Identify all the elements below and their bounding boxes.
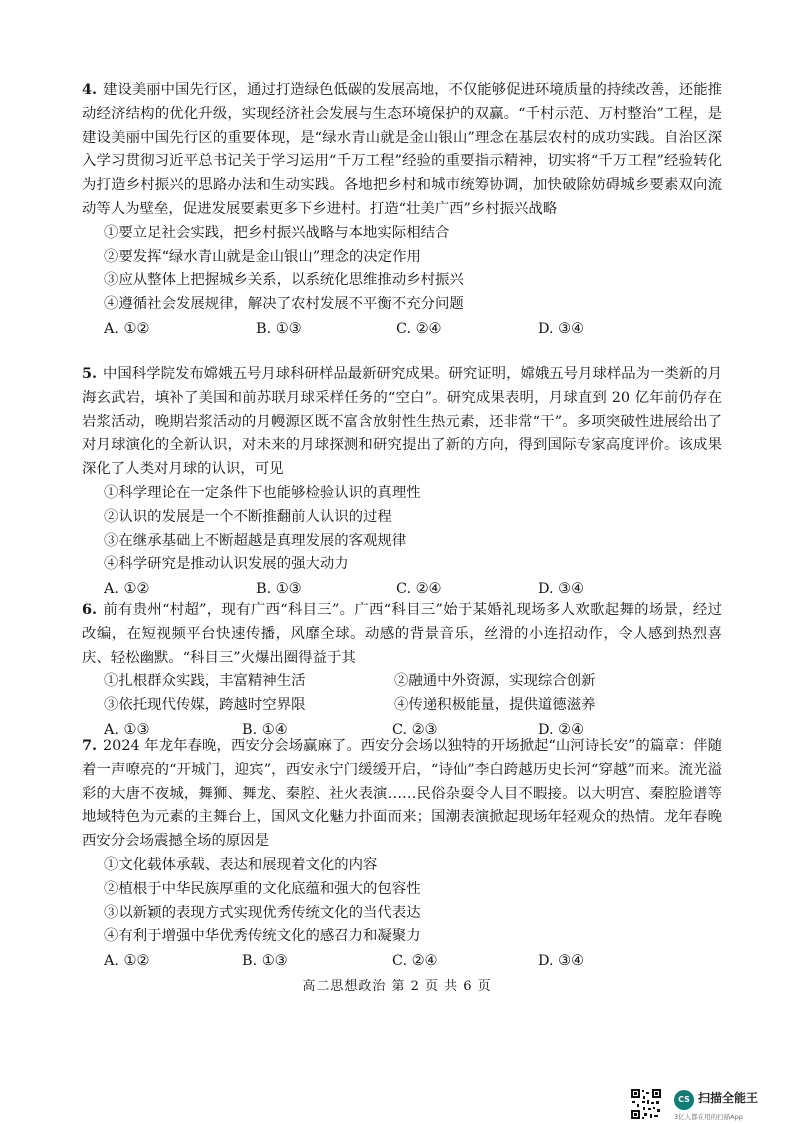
choice-c: C. ②③ [392, 721, 438, 738]
question-stem [82, 78, 722, 222]
statement-option: ④传递积极能量，提供道德滋养 [394, 697, 596, 714]
question-number: 5. [82, 365, 98, 382]
scanner-app-name: 扫描全能王 [698, 1091, 759, 1105]
page-footer: 高二思想政治 第 2 页 共 6 页 [302, 979, 492, 994]
statement-option: ①扎根群众实践，丰富精神生活 [104, 673, 306, 690]
question-number: 7. [82, 737, 98, 754]
statement-option: ④科学研究是推动认识发展的强大动力 [104, 556, 349, 573]
question-6 [82, 598, 722, 742]
statement-option: ④遵循社会发展规律，解决了农村发展不平衡不充分问题 [104, 296, 464, 313]
statement-options [82, 670, 722, 718]
question-text: 前有贵州“村超”，现有广西“科目三”。广西“科目三”始于某婚礼现场多人欢歌起舞的场景，经过改编，在短视频平台快速传播，风靡全球。动感的背景音乐，丝滑的小连招动作，令人感到热烈喜庆、轻松幽默。“科目三”火爆出圈得益于其 [82, 602, 722, 666]
scanner-watermark [630, 1088, 780, 1122]
statement-option: ①科学理论在一定条件下也能够检验认识的真理性 [104, 484, 421, 501]
question-text: 2024 年龙年春晚，西安分会场赢麻了。西安分会场以独特的开场掀起“山河诗长安”的篇章：伴随着一声嘹亮的“开城门，迎宾”，西安永宁门缓缓开启，“诗仙”李白跨越历史长河“穿越”而来。流光溢彩的大唐不夜城，舞狮、舞龙、秦腔、社火表演……民俗杂耍令人目不暇接。以大明宫、秦腔脸谱等地域特色为元素的主舞台上，国风文化魅力扑面而来；国潮表演掀起现场年轻观众的热情。龙年春晚西安分会场震撼全场的原因是 [82, 738, 722, 850]
statement-option: ③依托现代传媒，跨越时空界限 [104, 697, 306, 714]
question-7 [82, 734, 722, 973]
qr-code-icon [630, 1088, 662, 1120]
statement-option: ②融通中外资源，实现综合创新 [394, 673, 596, 690]
statement-option: ②认识的发展是一个不断推翻前人认识的过程 [104, 508, 392, 525]
statement-option: ③应从整体上把握城乡关系，以系统化思维推动乡村振兴 [104, 272, 464, 289]
question-text: 中国科学院发布嫦娥五号月球科研样品最新研究成果。研究证明，嫦娥五号月球样品为一类新的月海玄武岩，填补了美国和前苏联月球采样任务的“空白”。研究成果表明，月球直到 20 亿年前仍存在岩浆活动，晚期岩浆活动的月幔源区既不富含放射性生热元素，还非常“干”。多项突破性进展给出了对月球演化的全新认识，对未来的月球探测和研究提出了新的方向，得到国际专家高度评价。该成果深化了人类对月球的认识，可见 [82, 366, 722, 478]
choice-a: A. ①② [104, 953, 150, 970]
choice-d: D. ③④ [538, 581, 584, 598]
choice-a: A. ①② [104, 581, 150, 598]
question-4 [82, 78, 722, 341]
choice-d: D. ③④ [538, 320, 584, 337]
answer-choices [82, 317, 722, 341]
choice-c: C. ②④ [392, 953, 438, 970]
choice-b: B. ①④ [242, 721, 288, 738]
statement-option: ④有利于增强中华优秀传统文化的感召力和凝聚力 [104, 928, 421, 945]
choice-b: B. ①③ [242, 953, 288, 970]
choice-b: B. ①③ [256, 320, 302, 337]
question-number: 6. [82, 601, 98, 618]
choice-c: C. ②④ [396, 320, 442, 337]
choice-a: A. ①② [104, 320, 150, 337]
statement-option: ①文化载体承载、表达和展现着文化的内容 [104, 856, 378, 873]
question-text: 建设美丽中国先行区，通过打造绿色低碳的发展高地，不仅能够促进环境质量的持续改善，还能推动经济结构的优化升级，实现经济社会发展与生态环境保护的双赢。“千村示范、万村整治”工程，是建设美丽中国先行区的重要体现，是“绿水青山就是金山银山”理念在基层农村的成功实践。自治区深入学习贯彻习近平总书记关于学习运用“千万工程”经验的重要指示精神，切实将“千万工程”经验转化为打造乡村振兴的思路办法和生动实践。各地把乡村和城市统筹协调，加快破除妨碍城乡要素双向流动等人为壁垒，促进发展要素更多下乡进村。打造“壮美广西”乡村振兴战略 [82, 82, 722, 217]
choice-c: C. ②④ [396, 581, 442, 598]
question-stem [82, 734, 722, 854]
choice-a: A. ①③ [104, 721, 150, 738]
statement-option: ③在继承基础上不断超越是真理发展的客观规律 [104, 532, 407, 549]
question-stem [82, 362, 722, 482]
answer-choices [82, 949, 722, 973]
statement-option: ①要立足社会实践，把乡村振兴战略与本地实际相结合 [104, 224, 450, 241]
statement-option: ②植根于中华民族厚重的文化底蕴和强大的包容性 [104, 880, 421, 897]
statement-option: ③以新颖的表现方式实现优秀传统文化的当代表达 [104, 904, 421, 921]
choice-d: D. ②④ [538, 721, 584, 738]
question-5 [82, 362, 722, 601]
question-stem [82, 598, 722, 670]
scanner-tagline: 3亿人都在用的扫描App [674, 1113, 743, 1121]
choice-b: B. ①③ [256, 581, 302, 598]
statement-option: ②要发挥“绿水青山就是金山银山”理念的决定作用 [104, 248, 421, 265]
choice-d: D. ③④ [538, 953, 584, 970]
question-number: 4. [82, 81, 98, 98]
camscanner-logo-icon: CS [674, 1090, 694, 1110]
